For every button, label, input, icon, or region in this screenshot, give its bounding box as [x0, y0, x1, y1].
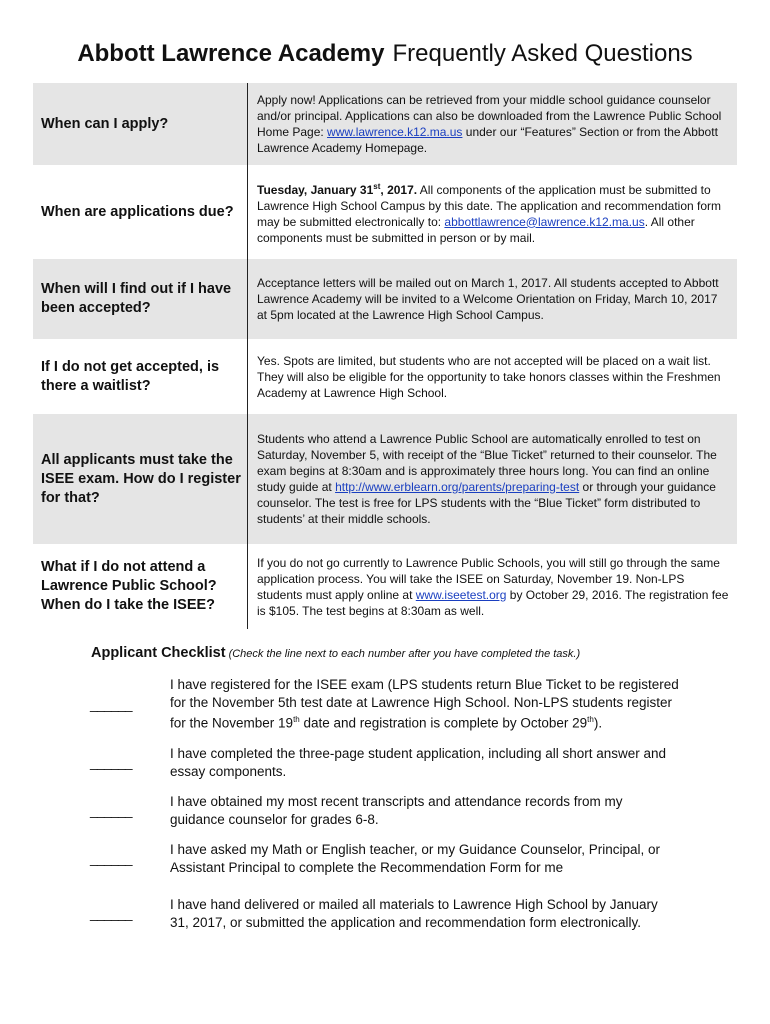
faq-answer	[248, 339, 737, 414]
checklist-header	[91, 644, 580, 662]
answer-text: or through your guidance counselor. The test is free for LPS students with the “Blue Ticket” form distributed to students’ at their middle schools.	[257, 480, 716, 526]
page-title	[0, 40, 770, 68]
answer-text: . All other components must be submitted in person or by mail.	[257, 214, 695, 245]
faq-answer	[248, 259, 737, 339]
checklist-item-text: I have obtained my most recent transcripts and attendance records from my guidance counselor for grades 6-8.	[170, 794, 623, 827]
checklist-item-text: I have completed the three-page student application, including all short answer and essay components.	[170, 746, 667, 779]
checklist-item	[90, 676, 680, 732]
checklist-item	[90, 841, 680, 876]
answer-text: If you do not go currently to Lawrence Public Schools, you will still go through the same application process. You will take the ISEE on Saturday, November 19. Non-LPS students must apply online at	[257, 555, 720, 602]
faq-answer	[248, 83, 737, 165]
faq-answer	[248, 165, 737, 259]
answer-text: Apply now! Applications can be retrieved from your middle school guidance counselor and/or principal. Applications can also be downloaded from the Lawrence Public School Home Page:	[257, 93, 722, 139]
checklist-item	[90, 745, 680, 780]
checklist-items	[90, 676, 680, 944]
check-line[interactable]: ______	[90, 906, 133, 921]
checklist-item-text: I have registered for the ISEE exam (LPS students return Blue Ticket to be registered for the November 5th test date at Lawrence High School. Non-LPS students register for the November 19th date and registration is complete by October 29th).	[170, 677, 679, 731]
iseetest-link[interactable]: www.iseetest.org	[415, 587, 507, 602]
check-line[interactable]: ______	[90, 851, 133, 866]
checklist-note: (Check the line next to each number after you have completed the task.)	[228, 648, 581, 660]
due-date-year: , 2017.	[380, 182, 418, 197]
checklist-item	[90, 793, 680, 828]
checklist-title: Applicant Checklist	[91, 645, 226, 661]
faq-question: When will I find out if I have been accepted?	[33, 259, 248, 339]
answer-text: under our “Features” Section or from the Abbott Lawrence Academy Homepage.	[257, 125, 718, 155]
answer-text: Acceptance letters will be mailed out on March 1, 2017. All students accepted to Abbott Lawrence Academy will be invited to a Welcome Orientation on Friday, March 10, 2017 at 5pm located at the Lawrence High School Campus.	[257, 276, 719, 322]
title-faq: Frequently Asked Questions	[392, 40, 693, 67]
study-guide-link[interactable]: http://www.erblearn.org/parents/preparing-test	[335, 480, 580, 494]
faq-row	[33, 339, 737, 414]
faq-question: When are applications due?	[33, 165, 248, 259]
answer-text: by October 29, 2016. The registration fee is $105. The test begins at 8:30am as well.	[257, 587, 729, 618]
faq-answer	[248, 544, 737, 629]
faq-row	[33, 165, 737, 259]
due-date-sup: st	[373, 181, 381, 191]
check-line[interactable]: ______	[90, 755, 133, 770]
checklist-item-text: I have asked my Math or English teacher, or my Guidance Counselor, Principal, or Assistant Principal to complete the Recommendation Form for me	[170, 842, 660, 875]
due-date-bold: Tuesday, January 31	[257, 182, 374, 197]
answer-text: Students who attend a Lawrence Public School are automatically enrolled to test on Saturday, November 5, with receipt of the “Blue Ticket” returned to their counselor. The exam begins at 8:30am and is approximately three hours long. You can find an online study guide at	[257, 432, 717, 494]
checklist-item	[90, 896, 680, 931]
faq-question: When can I apply?	[33, 83, 248, 165]
faq-table	[33, 83, 737, 629]
faq-question: All applicants must take the ISEE exam. How do I register for that?	[33, 414, 248, 544]
faq-row	[33, 259, 737, 339]
faq-answer	[248, 414, 737, 544]
checklist-item-text: I have hand delivered or mailed all materials to Lawrence High School by January 31, 2017, or submitted the application and recommendation form electronically.	[170, 897, 658, 930]
check-line[interactable]: ______	[90, 696, 133, 712]
abbott-email-link[interactable]: abbottlawrence@lawrence.k12.ma.us	[444, 214, 645, 229]
faq-question: If I do not get accepted, is there a waitlist?	[33, 339, 248, 414]
faq-row	[33, 414, 737, 544]
faq-question: What if I do not attend a Lawrence Public School? When do I take the ISEE?	[33, 544, 248, 629]
lawrence-website-link[interactable]: www.lawrence.k12.ma.us	[327, 125, 463, 139]
faq-row	[33, 83, 737, 165]
title-academy-name: Abbott Lawrence Academy	[77, 40, 385, 67]
faq-row	[33, 544, 737, 629]
answer-text: Yes. Spots are limited, but students who are not accepted will be placed on a wait list. They will also be eligible for the opportunity to take honors classes within the Freshmen Academy at Lawrence High School.	[257, 353, 721, 400]
answer-text: All components of the application must be submitted to Lawrence High School Campus by this date. The application and recommendation form may be submitted electronically to:	[257, 182, 722, 229]
check-line[interactable]: ______	[90, 803, 133, 818]
